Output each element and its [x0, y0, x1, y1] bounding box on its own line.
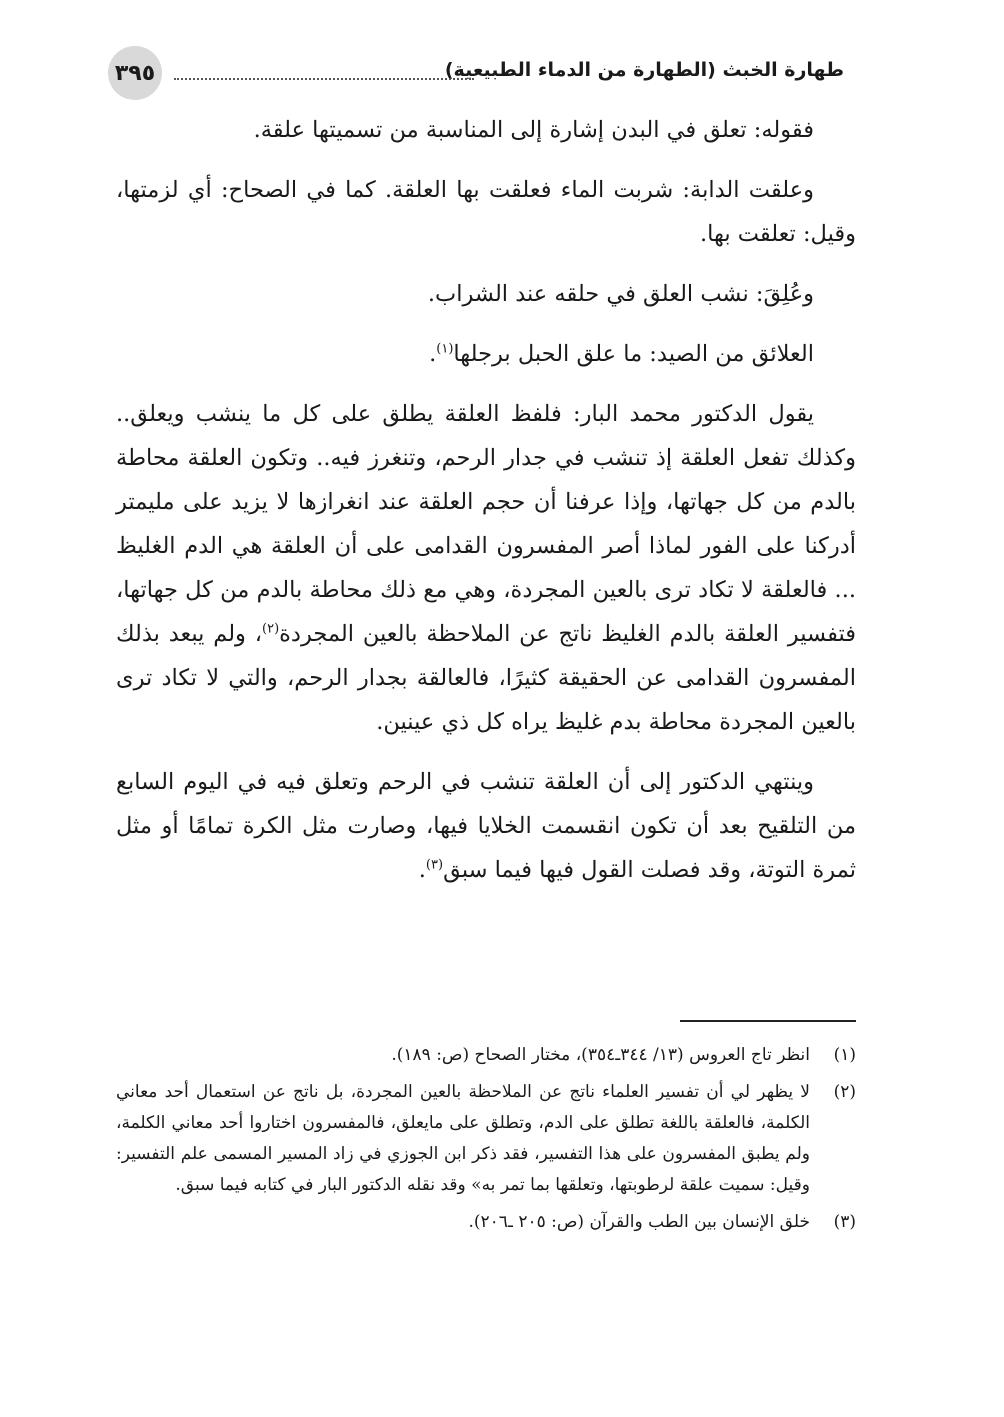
footnote-text: انظر تاج العروس (١٣/ ٣٤٤ـ٣٥٤)، مختار الصحاح (ص: ١٨٩). — [391, 1045, 810, 1065]
footnote-ref-1[interactable]: (١) — [436, 341, 454, 357]
running-title: طهارة الخبث (الطهارة من الدماء الطبيعية) — [444, 59, 844, 81]
footnote-ref-2[interactable]: (٢) — [262, 621, 280, 637]
page-header — [108, 44, 844, 106]
header-dotted-leader — [174, 78, 474, 80]
footnote-3 — [116, 1207, 856, 1238]
footnote-text: لا يظهر لي أن تفسير العلماء ناتج عن الملاحظة بالعين المجردة، بل ناتج عن استعمال أحد معاني الكلمة، فالعلقة باللغة تطلق على الدم، وتطلق على مايعلق، فالمفسرون اختاروا أحد معاني الكلمة، ولم يطبق المفسرون على هذا التفسير، فقد ذكر ابن الجوزي في زاد المسير المسمى علم التفسير: وقيل: سميت علقة لرطوبتها، وتعلقها بما تمر به» وقد نقله الدكتور البار في كتابه فيما سبق. — [116, 1082, 810, 1195]
page-number-badge: ٣٩٥ — [108, 46, 162, 100]
footnote-separator — [680, 1020, 856, 1022]
paragraph-6-end: . — [418, 857, 426, 883]
main-text — [116, 108, 856, 908]
footnote-2 — [116, 1077, 856, 1201]
footnotes — [116, 1040, 856, 1244]
paragraph-5 — [116, 392, 856, 744]
paragraph-6-text: وينتهي الدكتور إلى أن العلقة تنشب في الرحم وتعلق فيه في اليوم السابع من التلقيح بعد أن تكون انقسمت الخلايا فيها، وصارت مثل الكرة تمامًا أو مثل ثمرة التوتة، وقد فصلت القول فيها فيما سبق — [116, 769, 856, 883]
paragraph-4-text: العلائق من الصيد: ما علق الحبل برجلها — [453, 341, 814, 367]
footnote-number: (١) — [833, 1045, 856, 1065]
paragraph-5-text-b: ، ولم يبعد بذلك المفسرون القدامى عن الحقيقة كثيرًا، فالعالقة بجدار الرحم، والتي لا تكاد ترى بالعين المجردة محاطة بدم غليظ يراه كل ذي عينين. — [116, 621, 856, 735]
paragraph-3: وعُلِقَ: نشب العلق في حلقه عند الشراب. — [427, 281, 814, 307]
paragraph-5-text-a: يقول الدكتور محمد البار: فلفظ العلقة يطلق على كل ما ينشب ويعلق.. وكذلك تفعل العلقة إذ تنشب في جدار الرحم، وتنغرز فيه.. وتكون العلقة محاطة بالدم من كل جهاتها، وإذا عرفنا أن حجم العلقة عند انغرازها لا يزيد على مليمتر أدركنا على الفور لماذا أصر المفسرون القدامى على أن العلقة هي الدم الغليظ ... فالعلقة لا تكاد ترى بالعين المجردة، وهي مع ذلك محاطة بالدم من كل جهاتها، فتفسير العلقة بالدم الغليظ ناتج عن الملاحظة بالعين المجردة — [116, 401, 856, 647]
footnote-number: (٣) — [833, 1212, 856, 1232]
footnote-text: خلق الإنسان بين الطب والقرآن (ص: ٢٠٥ ـ٢٠٦). — [468, 1212, 810, 1232]
paragraph-2: وعلقت الدابة: شربت الماء فعلقت بها العلقة. كما في الصحاح: أي لزمتها، وقيل: تعلقت بها. — [116, 177, 856, 247]
footnote-1 — [116, 1040, 856, 1071]
footnote-ref-3[interactable]: (٣) — [425, 857, 444, 873]
paragraph-6 — [116, 760, 856, 892]
footnote-number: (٢) — [833, 1082, 856, 1102]
paragraph-4: العلائق من الصيد: ما علق الحبل برجلها$^{(١)}$. — [429, 341, 814, 367]
paragraph-1: فقوله: تعلق في البدن إشارة إلى المناسبة من تسميتها علقة. — [253, 117, 814, 143]
